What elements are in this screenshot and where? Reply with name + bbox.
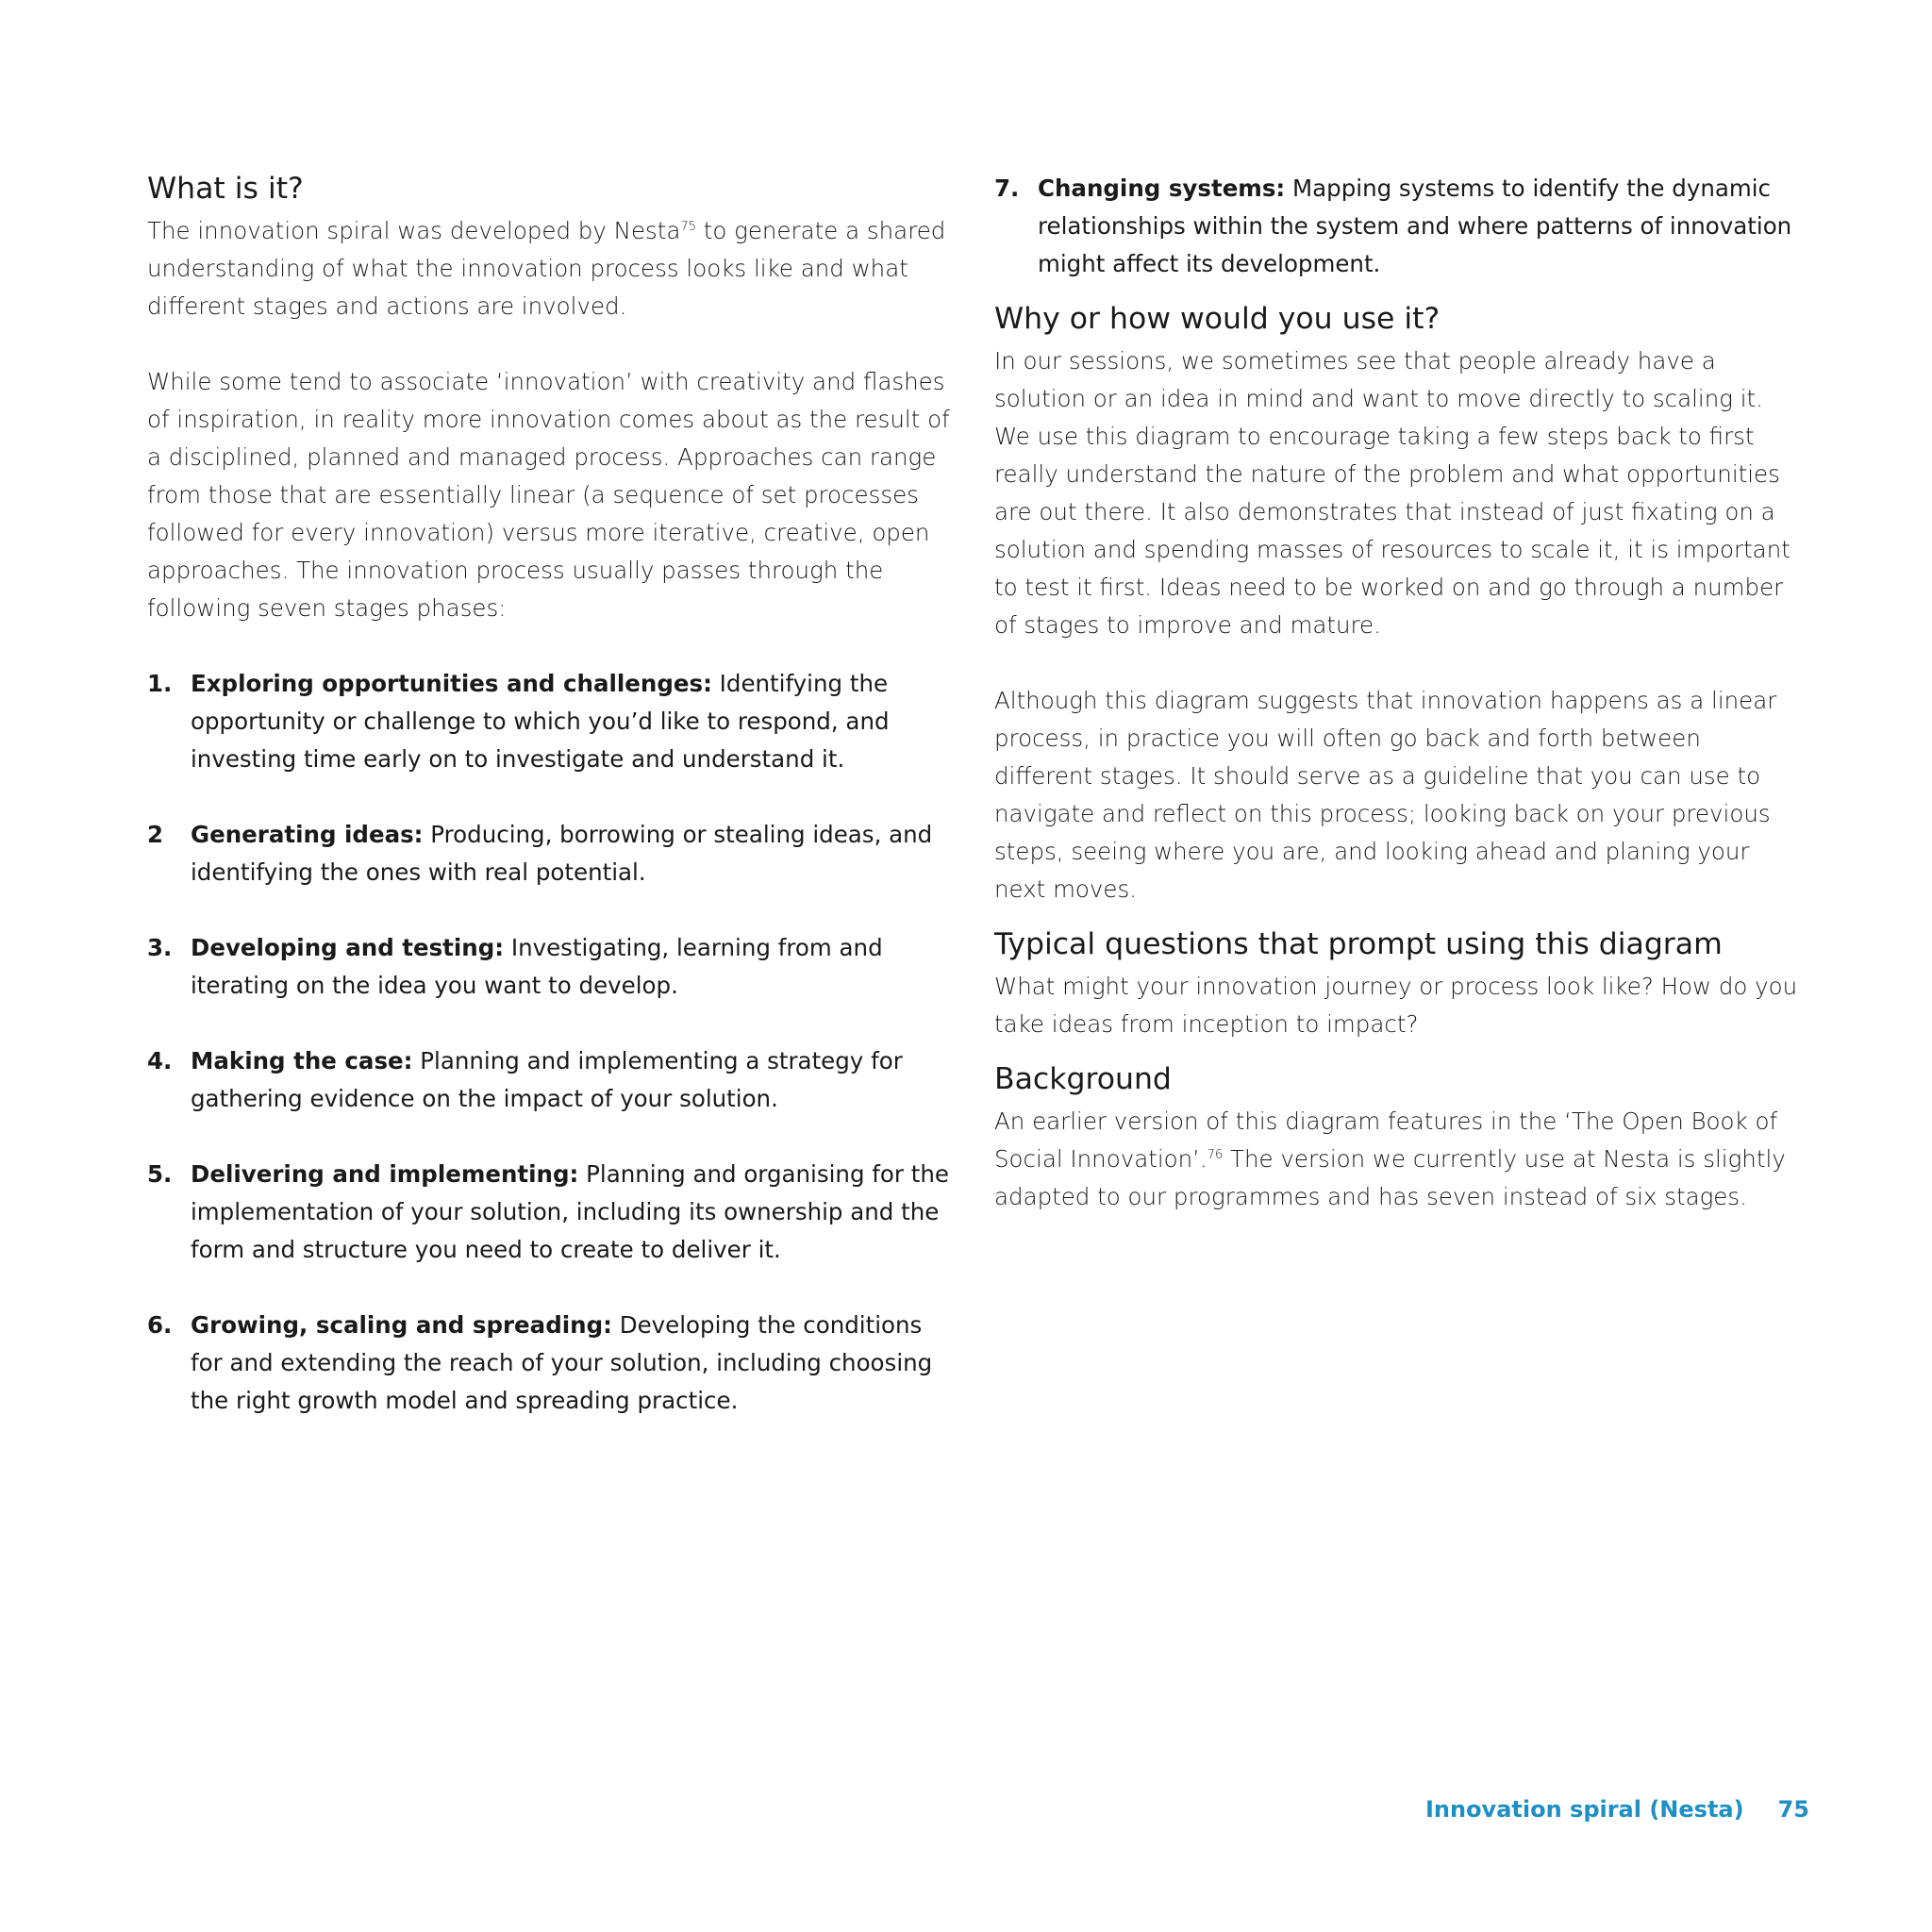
stage-number: 7. [994, 175, 1020, 202]
why-paragraph-2: Although this diagram suggests that innovation happens as a linear process, in practice you will often go back and forth between different stages. It should serve as a guideline that you can use to navigate and reflect on this process; looking back on your previous steps, seeing where you are, and looking ahead and planing your next moves. [994, 687, 1777, 903]
stage-number: 1. [147, 670, 173, 697]
stages-list-continued [994, 170, 1806, 283]
stage-term: Developing and testing: [191, 934, 505, 961]
stage-term: Generating ideas: [191, 821, 424, 848]
intro-paragraph [147, 212, 958, 325]
intro-text-a: The innovation spiral was developed by Nesta [147, 217, 681, 244]
stage-description: Producing, borrowing or stealing ideas, and identifying the ones with real potential. [191, 821, 933, 886]
stage-item [147, 1307, 958, 1420]
background-heading: Background [994, 1062, 1172, 1096]
page-footer [1425, 1796, 1809, 1823]
stage-description: Investigating, learning from and iterating on the idea you want to develop. [191, 934, 883, 999]
stages-list [147, 665, 958, 1420]
background-text-a: An earlier version of this diagram features in the ‘The Open Book of Social Innovation’. [994, 1108, 1778, 1173]
stage-number: 2 [147, 821, 164, 848]
page-number: 75 [1777, 1796, 1809, 1823]
stage-description: Mapping systems to identify the dynamic relationships within the system and where patterns of innovation might affect its development. [1038, 175, 1792, 277]
stage-description: Developing the conditions for and extending the reach of your solution, including choosing the right growth model and spreading practice. [191, 1311, 933, 1414]
background-paragraph [994, 1103, 1806, 1216]
stage-item [994, 170, 1806, 283]
footer-section-title: Innovation spiral (Nesta) [1424, 1796, 1744, 1823]
stage-term: Changing systems: [1038, 175, 1286, 202]
typical-questions-paragraph: What might your innovation journey or process look like? How do you take ideas from inception to impact? [994, 973, 1798, 1038]
right-column [994, 170, 1806, 1216]
left-column [147, 170, 958, 1420]
stage-description: Identifying the opportunity or challenge to which you’d like to respond, and investing time early on to investigate and understand it. [191, 670, 890, 773]
stage-item [147, 1042, 958, 1118]
footnote-ref-76: 76 [1207, 1147, 1224, 1162]
what-is-it-heading: What is it? [147, 172, 304, 206]
stage-description: Planning and organising for the implementation of your solution, including its ownership and the form and structure you need to create to deliver it. [191, 1160, 949, 1263]
stage-number: 5. [147, 1160, 173, 1188]
stage-term: Delivering and implementing: [191, 1160, 579, 1188]
stage-item [147, 929, 958, 1005]
stage-item [147, 665, 958, 778]
footnote-ref-75: 75 [680, 219, 696, 234]
stage-term: Growing, scaling and spreading: [191, 1311, 612, 1339]
stage-term: Exploring opportunities and challenges: [191, 670, 712, 697]
why-paragraph-1: In our sessions, we sometimes see that people already have a solution or an idea in mind and want to move directly to scaling it. We use this diagram to encourage taking a few steps back to first really understand the nature of the problem and what opportunities are out there. It also demonstrates that instead of just fixating on a solution and spending masses of resources to scale it, it is important to test it first. Ideas need to be worked on and go through a number of stages to improve and mature. [994, 347, 1790, 639]
stage-number: 3. [147, 934, 173, 961]
approaches-paragraph: While some tend to associate ‘innovation’ with creativity and flashes of inspiration, in reality more innovation comes about as the result of a disciplined, planned and managed process. Approaches can range from those that are essentially linear (a sequence of set processes followed for every innovation) versus more iterative, creative, open approaches. The innovation process usually passes through the following seven stages phases: [147, 368, 950, 622]
stage-item [147, 816, 958, 891]
stage-number: 6. [147, 1311, 173, 1339]
background-text-b: The version we currently use at Nesta is slightly adapted to our programmes and has seven instead of six stages. [994, 1145, 1786, 1210]
stage-description: Planning and implementing a strategy for gathering evidence on the impact of your solution. [191, 1047, 903, 1112]
typical-questions-heading: Typical questions that prompt using this diagram [994, 927, 1723, 961]
stage-number: 4. [147, 1047, 173, 1074]
stage-item [147, 1156, 958, 1269]
stage-term: Making the case: [191, 1047, 413, 1074]
intro-text-b: to generate a shared understanding of what the innovation process looks like and what different stages and actions are involved. [147, 217, 946, 320]
why-use-heading: Why or how would you use it? [994, 302, 1441, 336]
